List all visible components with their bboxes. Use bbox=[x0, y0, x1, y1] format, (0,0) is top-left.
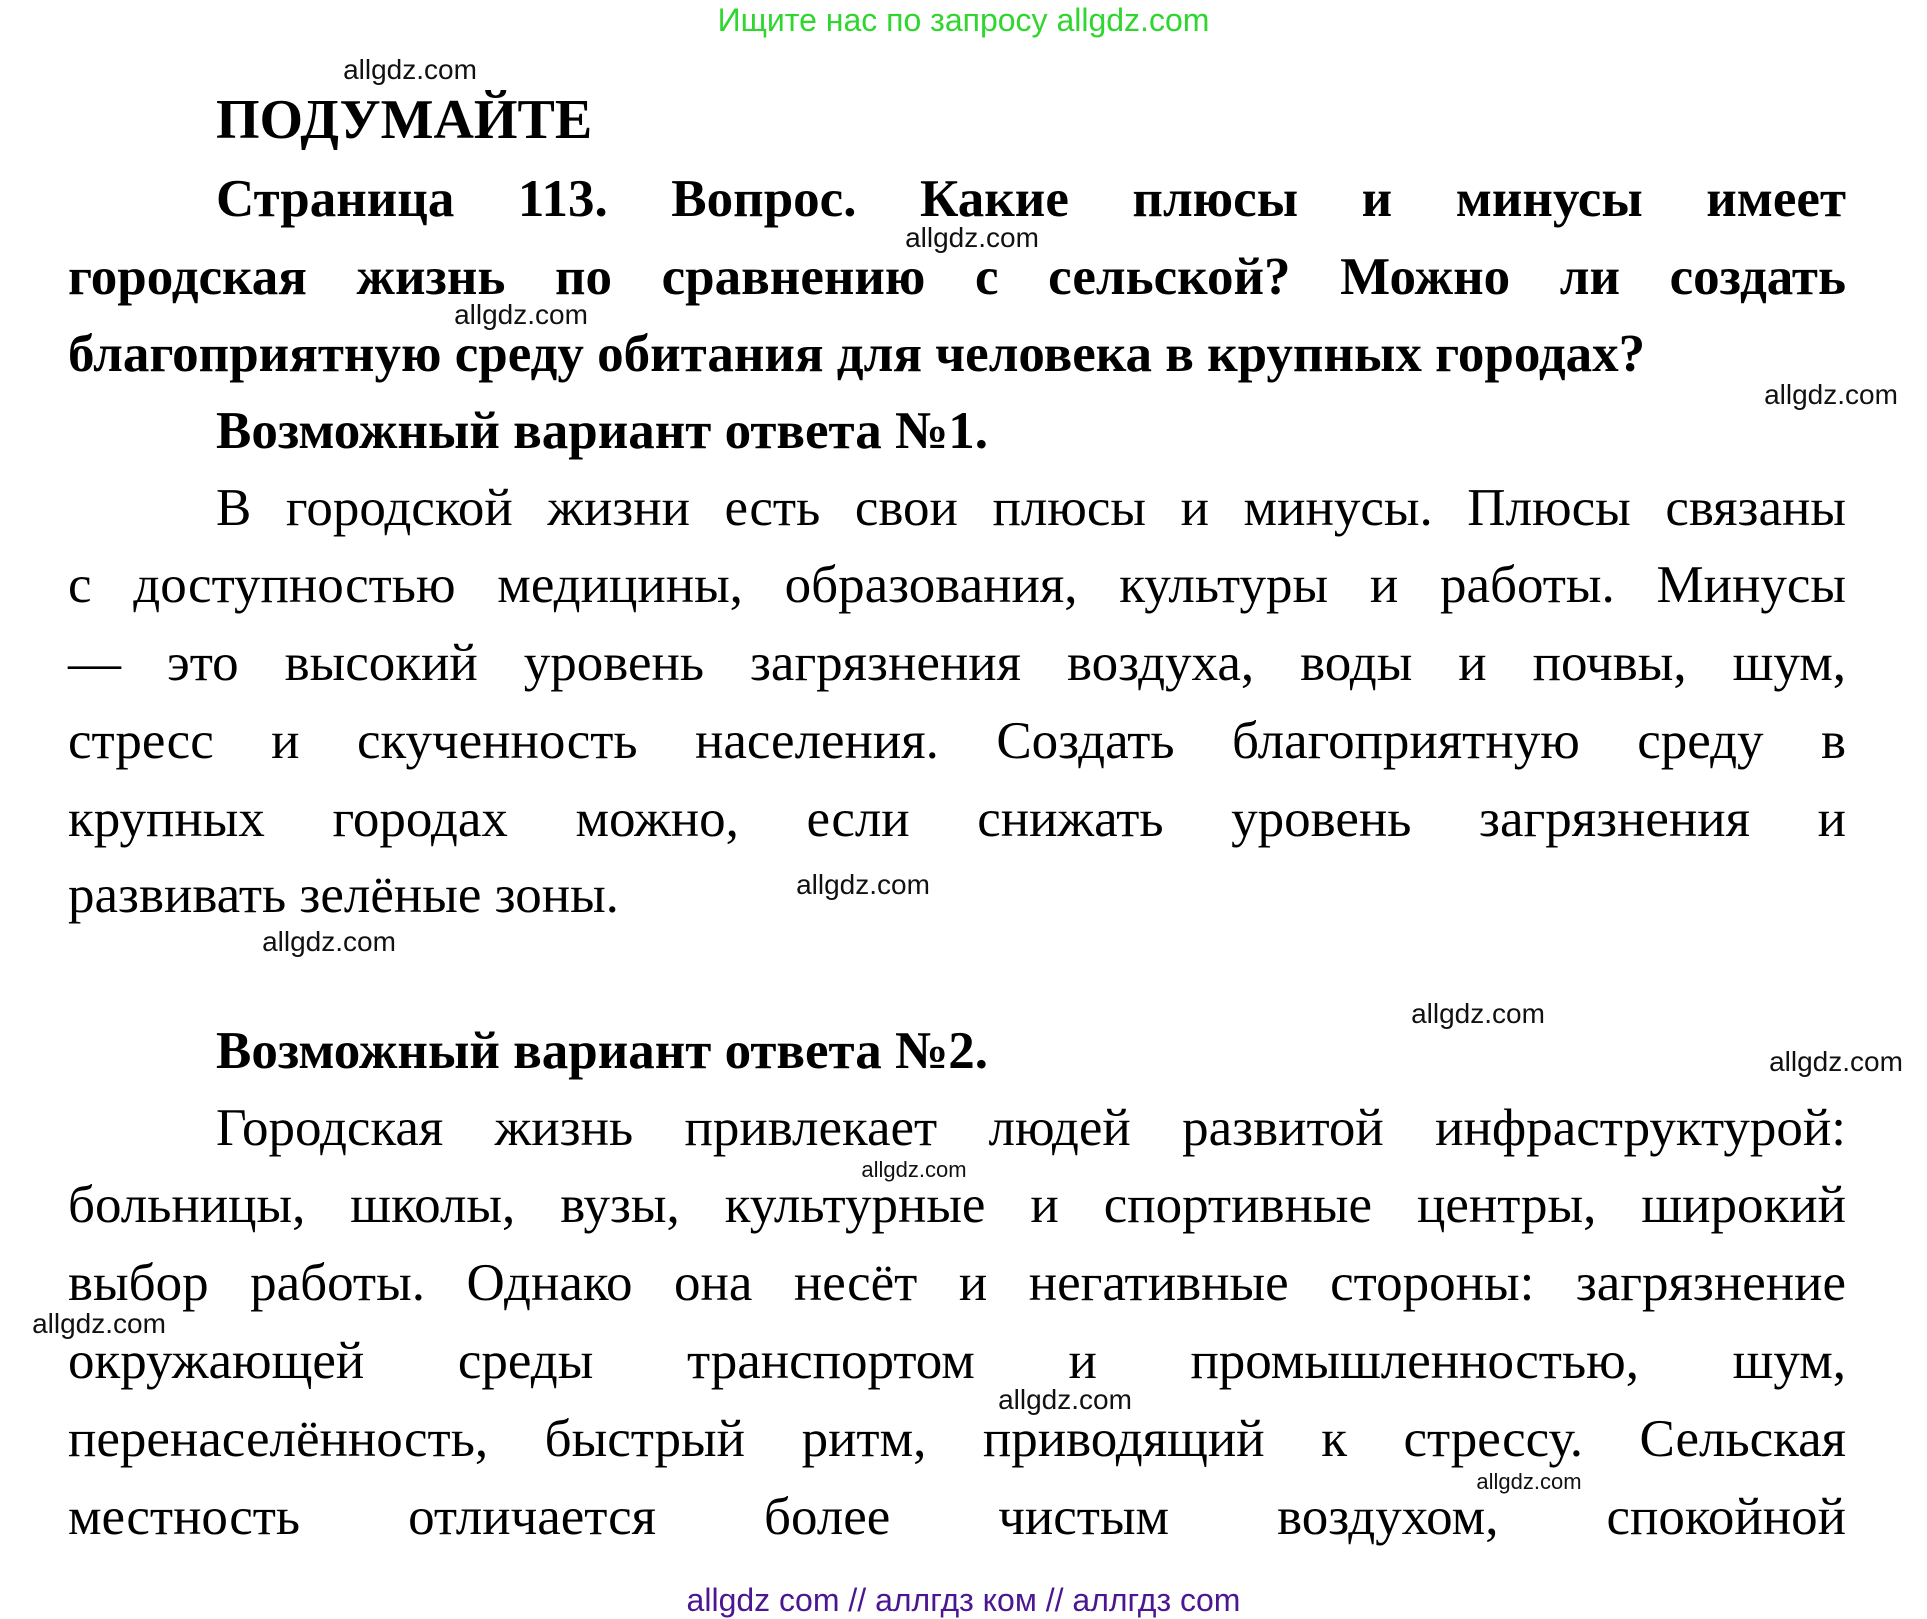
footer-banner: allgdz com // аллгдз ком // аллгдз com bbox=[686, 1582, 1241, 1618]
answer2-line: больницы, школы, вузы, культурные и спортивные центры, широкий bbox=[68, 1176, 1846, 1234]
answer1-line: В городской жизни есть свои плюсы и минусы. Плюсы связаны bbox=[216, 479, 1846, 537]
search-banner: Ищите нас по запросу allgdz.com bbox=[717, 2, 1210, 38]
watermark: allgdz.com bbox=[905, 222, 1039, 253]
section-title: ПОДУМАЙТЕ bbox=[216, 89, 593, 151]
answer2-line: окружающей среды транспортом и промышленностью, шум, bbox=[68, 1332, 1846, 1390]
answer2-heading: Возможный вариант ответа №2. bbox=[216, 1022, 988, 1080]
watermark: allgdz.com bbox=[454, 299, 588, 330]
answer2-line: Городская жизнь привлекает людей развитой инфраструктурой: bbox=[216, 1099, 1846, 1157]
answer1-line: крупных городах можно, если снижать уровень загрязнения и bbox=[68, 790, 1846, 848]
watermark: allgdz.com bbox=[998, 1384, 1132, 1415]
watermark: allgdz.com bbox=[1411, 998, 1545, 1029]
watermark: allgdz.com bbox=[1476, 1469, 1582, 1494]
answer1-line: — это высокий уровень загрязнения воздуха, воды и почвы, шум, bbox=[68, 634, 1846, 692]
watermark: allgdz.com bbox=[262, 926, 396, 957]
answer1-heading: Возможный вариант ответа №1. bbox=[216, 402, 988, 460]
answer2-line: перенаселённость, быстрый ритм, приводящий к стрессу. Сельская bbox=[68, 1410, 1846, 1468]
watermark: allgdz.com bbox=[796, 869, 930, 900]
answer1-line: стресс и скученность населения. Создать благоприятную среду в bbox=[68, 712, 1846, 770]
answer1-line: развивать зелёные зоны. bbox=[68, 866, 619, 924]
answer1-line: с доступностью медицины, образования, культуры и работы. Минусы bbox=[68, 556, 1846, 614]
watermark: allgdz.com bbox=[861, 1157, 967, 1182]
answer2-line: выбор работы. Однако она несёт и негативные стороны: загрязнение bbox=[68, 1254, 1846, 1312]
watermark: allgdz.com bbox=[32, 1308, 166, 1339]
question-line: городская жизнь по сравнению с сельской? Можно ли создать bbox=[68, 248, 1846, 306]
watermark: allgdz.com bbox=[343, 54, 477, 85]
question-line: Страница 113. Вопрос. Какие плюсы и минусы имеет bbox=[216, 170, 1846, 228]
watermark: allgdz.com bbox=[1769, 1046, 1903, 1077]
question-line: благоприятную среду обитания для человека в крупных городах? bbox=[68, 325, 1646, 383]
watermark: allgdz.com bbox=[1764, 379, 1898, 410]
answer2-line: местность отличается более чистым воздухом, спокойной bbox=[68, 1488, 1846, 1546]
